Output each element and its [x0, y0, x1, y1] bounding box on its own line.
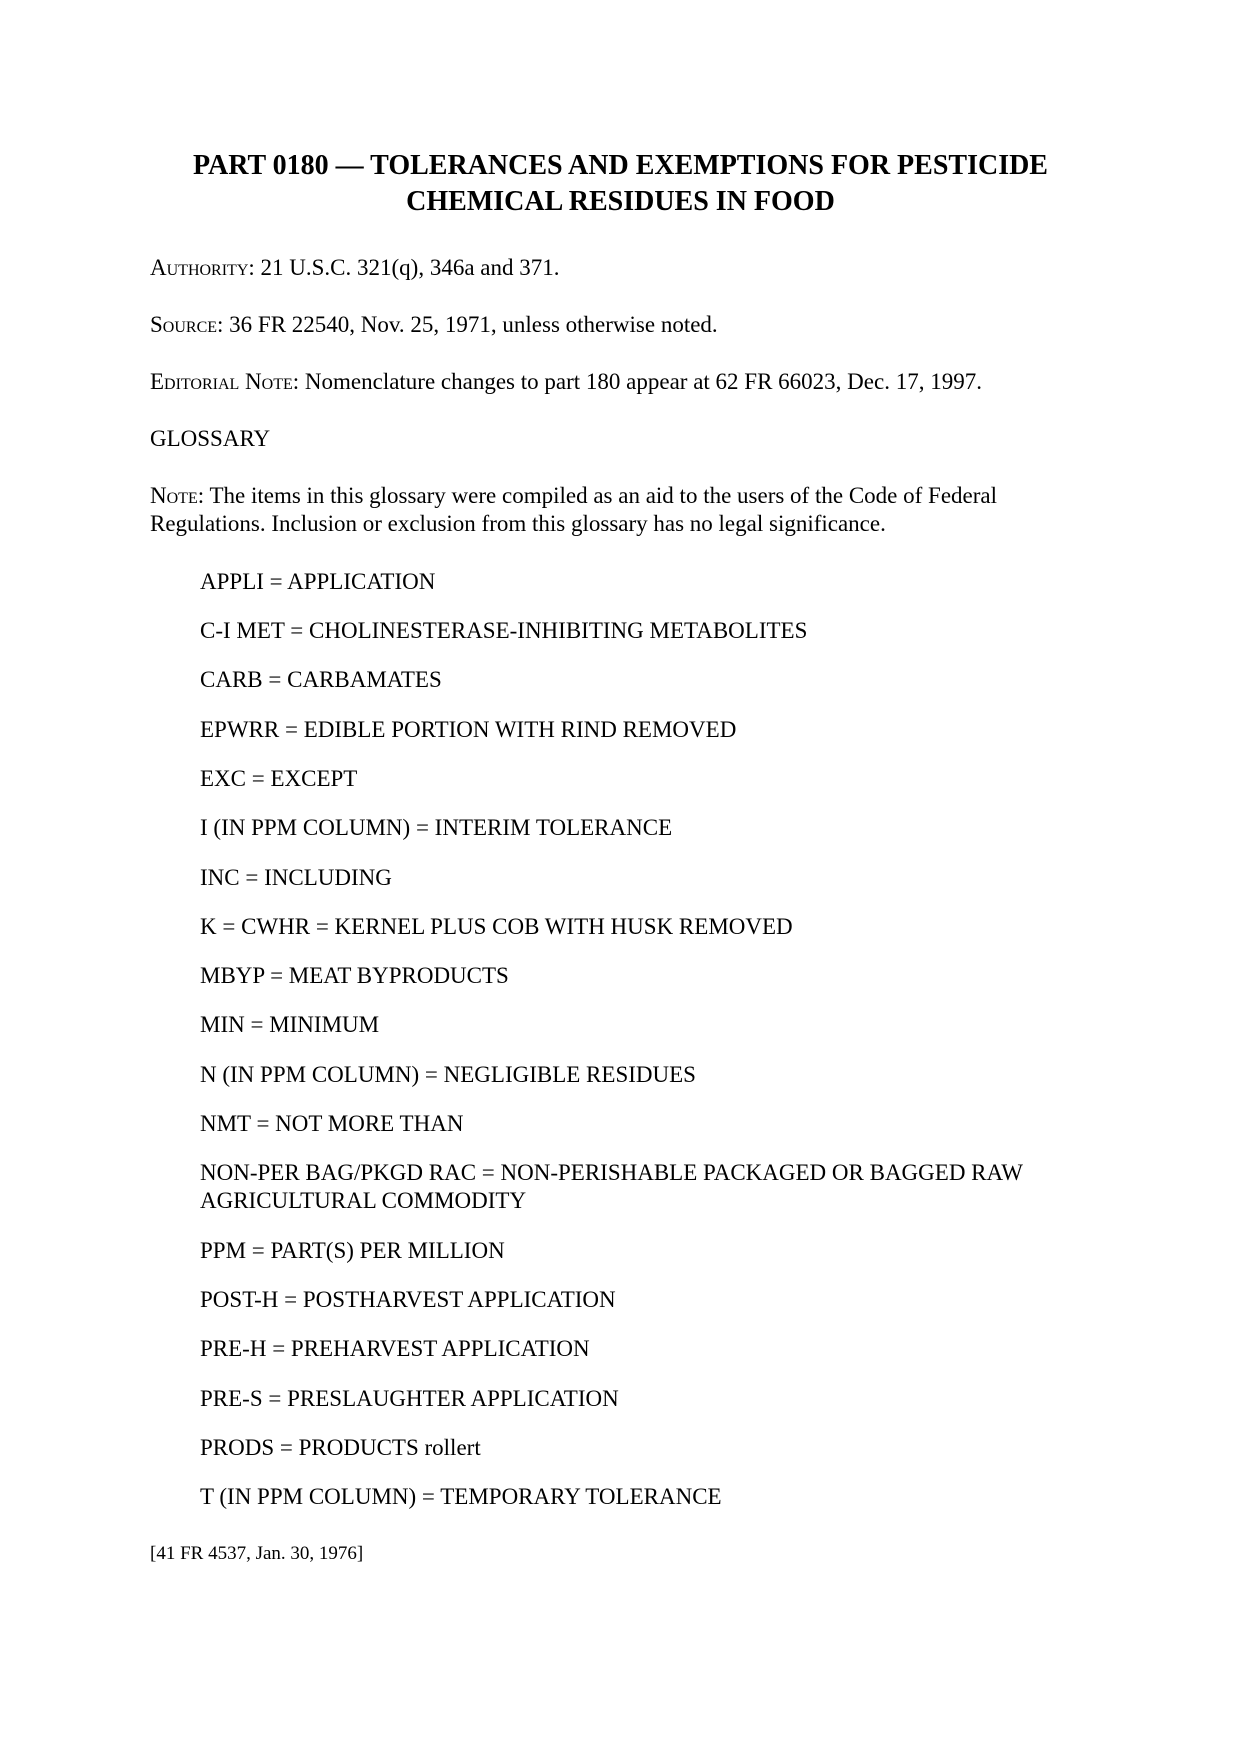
authority-text: 21 U.S.C. 321(q), 346a and 371.: [254, 255, 560, 280]
glossary-item: PPM = PART(S) PER MILLION: [200, 1238, 505, 1263]
editorial-note-paragraph: [150, 368, 1100, 396]
glossary-item: APPLI = APPLICATION: [200, 569, 436, 594]
source-paragraph: [150, 311, 1100, 339]
glossary-item: EXC = EXCEPT: [200, 766, 358, 791]
glossary-item: POST-H = POSTHARVEST APPLICATION: [200, 1287, 616, 1312]
editorial-note-label: Editorial Note:: [150, 369, 300, 394]
authority-paragraph: [150, 254, 1100, 282]
glossary-item: PRODS = PRODUCTS rollert: [200, 1435, 481, 1460]
authority-label: Authority:: [150, 255, 255, 280]
note-label: Note:: [150, 483, 205, 508]
glossary-item: C-I MET = CHOLINESTERASE-INHIBITING METABOLITES: [200, 618, 808, 643]
glossary-item: NMT = NOT MORE THAN: [200, 1111, 464, 1136]
glossary-item: PRE-H = PREHARVEST APPLICATION: [200, 1336, 590, 1361]
glossary-item: PRE-S = PRESLAUGHTER APPLICATION: [200, 1386, 619, 1411]
glossary-item: T (IN PPM COLUMN) = TEMPORARY TOLERANCE: [200, 1484, 722, 1509]
glossary-item: MBYP = MEAT BYPRODUCTS: [200, 963, 509, 988]
note-text: The items in this glossary were compiled as an aid to the users of the Code of Federal Regulations. Inclusion or exclusion from this glossary has no legal significance.: [150, 483, 997, 536]
glossary-item: NON-PER BAG/PKGD RAC = NON-PERISHABLE PACKAGED OR BAGGED RAW AGRICULTURAL COMMODITY: [200, 1160, 1023, 1213]
source-text: 36 FR 22540, Nov. 25, 1971, unless otherwise noted.: [223, 312, 718, 337]
glossary-heading: GLOSSARY: [150, 426, 271, 451]
glossary-item: I (IN PPM COLUMN) = INTERIM TOLERANCE: [200, 815, 673, 840]
glossary-item: CARB = CARBAMATES: [200, 667, 442, 692]
source-label: Source:: [150, 312, 224, 337]
glossary-item: K = CWHR = KERNEL PLUS COB WITH HUSK REMOVED: [200, 914, 793, 939]
glossary-item: EPWRR = EDIBLE PORTION WITH RIND REMOVED: [200, 717, 737, 742]
glossary-item: MIN = MINIMUM: [200, 1012, 380, 1037]
page-title: PART 0180 — TOLERANCES AND EXEMPTIONS FOR PESTICIDE CHEMICAL RESIDUES IN FOOD: [193, 150, 1048, 217]
glossary-item: N (IN PPM COLUMN) = NEGLIGIBLE RESIDUES: [200, 1062, 696, 1087]
note-paragraph: [150, 482, 1100, 538]
citation: [41 FR 4537, Jan. 30, 1976]: [150, 1543, 364, 1564]
glossary-item: INC = INCLUDING: [200, 865, 392, 890]
editorial-note-text: Nomenclature changes to part 180 appear at 62 FR 66023, Dec. 17, 1997.: [299, 369, 982, 394]
